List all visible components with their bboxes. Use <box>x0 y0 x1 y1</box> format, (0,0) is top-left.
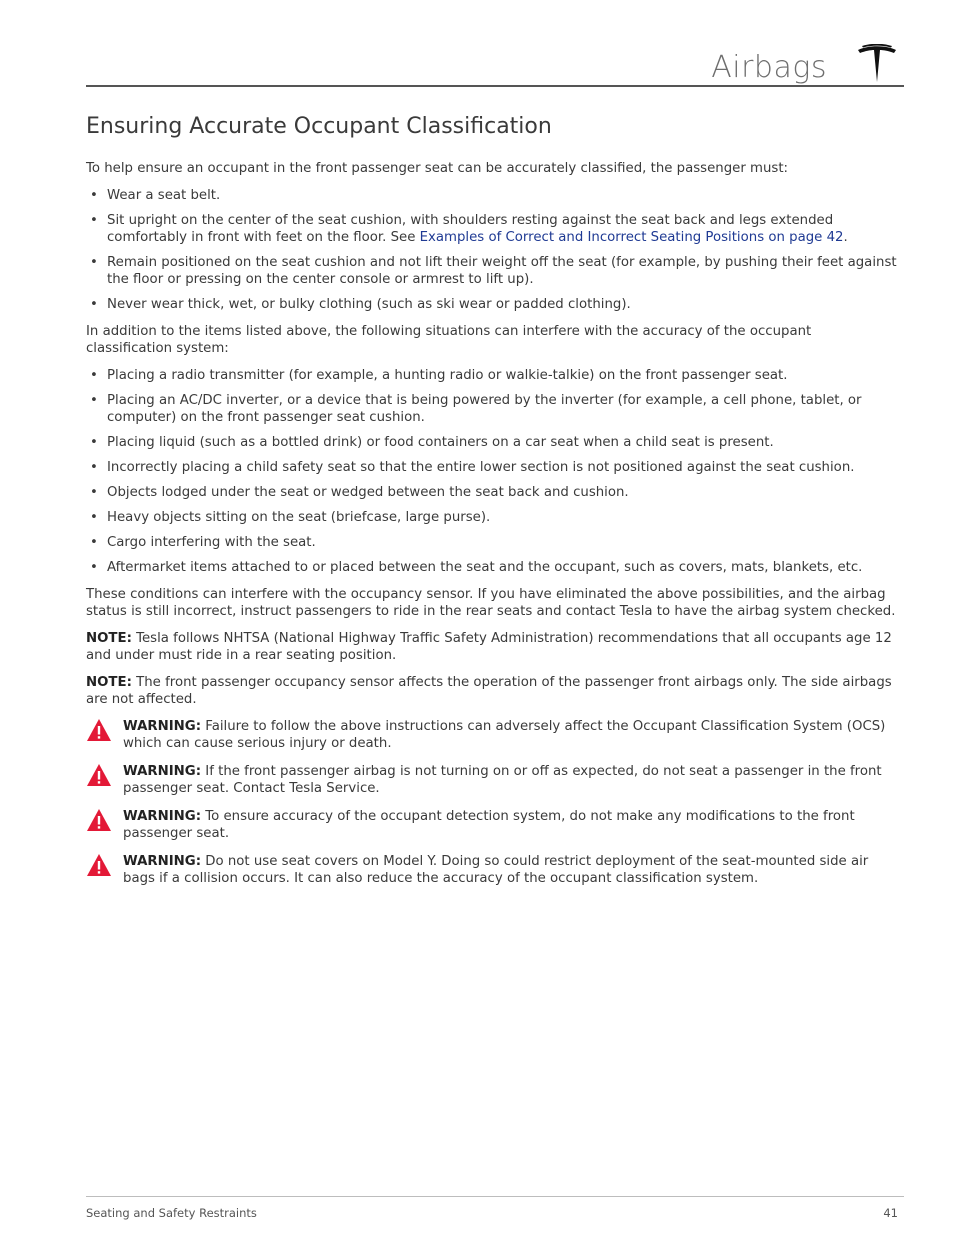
seating-positions-link[interactable]: Examples of Correct and Incorrect Seating Positions on page 42 <box>419 230 844 245</box>
note-label: NOTE: <box>86 675 132 690</box>
interference-list <box>86 367 898 576</box>
warning: WARNING: Do not use seat covers on Model Y. Doing so could restrict deployment of the seat-mounted side air bags if a collision occurs. It can also reduce the accuracy of the occupant classification system. <box>86 853 898 887</box>
note: NOTE: The front passenger occupancy sensor affects the operation of the passenger front airbags only. The side airbags are not affected. <box>86 675 892 707</box>
warning-label: WARNING: <box>123 809 202 824</box>
list-item: • Aftermarket items attached to or placed between the seat and the occupant, such as covers, mats, blankets, etc. <box>90 559 898 576</box>
header-divider <box>86 85 904 87</box>
section-title: Ensuring Accurate Occupant Classification <box>86 114 552 139</box>
list-item: • Placing liquid (such as a bottled drink) or food containers on a car seat when a child seat is present. <box>90 434 898 451</box>
chapter-title: Airbags <box>711 50 827 85</box>
warning-icon <box>86 718 112 742</box>
note: NOTE: Tesla follows NHTSA (National Highway Traffic Safety Administration) recommendations that all occupants age 12 and under must ride in a rear seating position. <box>86 631 892 663</box>
warning-icon <box>86 763 112 787</box>
warning-label: WARNING: <box>123 764 202 779</box>
warning-icon <box>86 853 112 877</box>
interference-intro: In addition to the items listed above, the following situations can interfere with the accuracy of the occupant classification system: <box>86 324 812 356</box>
list-item: • Placing a radio transmitter (for example, a hunting radio or walkie-talkie) on the front passenger seat. <box>90 367 898 384</box>
intro-paragraph: To help ensure an occupant in the front passenger seat can be accurately classified, the passenger must: <box>86 161 789 176</box>
warning-label: WARNING: <box>123 719 202 734</box>
list-item: • Remain positioned on the seat cushion and not lift their weight off the seat (for example, by pushing their feet against the floor or pressing on the center console or armrest to lift up). <box>90 254 898 288</box>
page-content <box>86 160 898 898</box>
list-item: • Objects lodged under the seat or wedged between the seat back and cushion. <box>90 484 898 501</box>
warning: WARNING: If the front passenger airbag is not turning on or off as expected, do not seat a passenger in the front passenger seat. Contact Tesla Service. <box>86 763 898 797</box>
list-item: • Wear a seat belt. <box>90 187 898 204</box>
warning: WARNING: Failure to follow the above instructions can adversely affect the Occupant Classification System (OCS) which can cause serious injury or death. <box>86 718 898 752</box>
list-item: • Sit upright on the center of the seat cushion, with shoulders resting against the seat back and legs extended comfortably in front with feet on the floor. See Examples of Correct and Incorrect Seating Positions on page 42. <box>90 212 898 246</box>
list-item: • Incorrectly placing a child safety seat so that the entire lower section is not positioned against the seat cushion. <box>90 459 898 476</box>
footer-section-name: Seating and Safety Restraints <box>86 1206 257 1220</box>
list-item: • Heavy objects sitting on the seat (briefcase, large purse). <box>90 509 898 526</box>
page-number: 41 <box>883 1206 898 1220</box>
conditions-paragraph: These conditions can interfere with the occupancy sensor. If you have eliminated the above possibilities, and the airbag status is still incorrect, instruct passengers to ride in the rear seats and contact Tesla to have the airbag system checked. <box>86 587 896 619</box>
warning-label: WARNING: <box>123 854 202 869</box>
list-item: • Never wear thick, wet, or bulky clothing (such as ski wear or padded clothing). <box>90 296 898 313</box>
list-item: • Cargo interfering with the seat. <box>90 534 898 551</box>
warning: WARNING: To ensure accuracy of the occupant detection system, do not make any modifications to the front passenger seat. <box>86 808 898 842</box>
list-item: • Placing an AC/DC inverter, or a device that is being powered by the inverter (for example, a cell phone, tablet, or computer) on the front passenger seat cushion. <box>90 392 898 426</box>
passenger-requirements-list <box>86 187 898 313</box>
tesla-logo <box>856 44 898 84</box>
note-label: NOTE: <box>86 631 132 646</box>
footer-divider <box>86 1196 904 1197</box>
warning-icon <box>86 808 112 832</box>
